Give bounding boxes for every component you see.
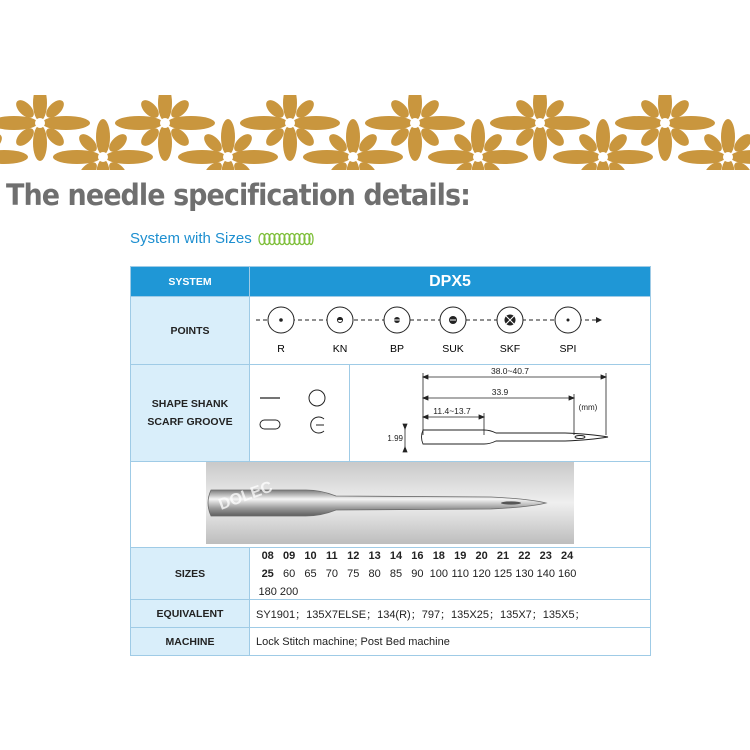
point-label: SUK bbox=[442, 343, 464, 355]
shank-groove-icons bbox=[250, 365, 350, 461]
sizes-row bbox=[131, 548, 651, 600]
point-label: SKF bbox=[499, 343, 521, 355]
equivalent-row bbox=[131, 600, 651, 628]
size-nm: 21 bbox=[496, 549, 510, 562]
needle-photo bbox=[131, 462, 650, 544]
size-metric: 90 bbox=[411, 567, 424, 580]
size-nm: 08 bbox=[261, 549, 274, 562]
machine-label: MACHINE bbox=[131, 628, 250, 656]
point-bp-icon bbox=[384, 307, 410, 333]
size-nm: 20 bbox=[475, 549, 488, 562]
sizes-cell bbox=[250, 548, 651, 600]
points-label: POINTS bbox=[131, 297, 250, 365]
size-nm: 14 bbox=[389, 549, 403, 562]
size-nm: 09 bbox=[282, 549, 296, 562]
sizes-grid bbox=[250, 550, 650, 598]
machine-value: Lock Stitch machine; Post Bed machine bbox=[250, 628, 651, 656]
point-label: SPI bbox=[559, 343, 577, 355]
equivalent-value: SY1901；135X7ELSE；134(R)；797；135X25；135X7；135X5； bbox=[250, 600, 651, 628]
shape-label-line2: SCARF GROOVE bbox=[147, 416, 233, 428]
point-spi-icon bbox=[555, 307, 581, 333]
size-metric: 125 bbox=[493, 567, 513, 580]
point-r-icon bbox=[268, 307, 294, 333]
dim-shank: 11.4~13.7 bbox=[433, 406, 471, 416]
point-label: KN bbox=[332, 343, 348, 355]
size-nm: 22 bbox=[518, 549, 531, 562]
size-metric: 85 bbox=[389, 567, 403, 580]
dim-diameter: 1.99 bbox=[387, 434, 403, 443]
equivalent-label: EQUIVALENT bbox=[131, 600, 250, 628]
size-metric: 75 bbox=[347, 567, 360, 580]
size-metric: 100 bbox=[429, 567, 448, 580]
point-kn-icon bbox=[327, 307, 353, 333]
coil-icon bbox=[258, 232, 314, 246]
size-nm: 24 bbox=[561, 549, 574, 562]
size-nm: 12 bbox=[347, 549, 360, 562]
point-suk-icon bbox=[440, 307, 466, 333]
photo-watermark: DOLEC bbox=[216, 478, 275, 514]
size-nm: 23 bbox=[539, 549, 552, 562]
size-nm: 13 bbox=[368, 549, 381, 562]
dim-length: 33.9 bbox=[491, 387, 509, 397]
table-header-row bbox=[131, 267, 651, 297]
section-subtitle bbox=[130, 230, 314, 247]
machine-row bbox=[131, 628, 651, 656]
points-diagram-cell bbox=[250, 297, 651, 365]
shape-row bbox=[131, 365, 651, 462]
sizes-label: SIZES bbox=[131, 548, 250, 600]
points-row bbox=[131, 297, 651, 365]
point-label: BP bbox=[389, 343, 405, 355]
size-metric: 60 bbox=[282, 567, 296, 580]
size-nm: 19 bbox=[454, 549, 467, 562]
points-diagram bbox=[250, 297, 650, 361]
size-nm: 11 bbox=[326, 549, 338, 562]
needle-photo-cell bbox=[131, 462, 651, 548]
size-nm: 18 bbox=[432, 549, 445, 562]
scarf-icon bbox=[260, 420, 280, 429]
size-metric: 130 bbox=[515, 567, 534, 580]
round-shank-icon bbox=[309, 390, 325, 406]
size-metric: 140 bbox=[536, 567, 555, 580]
subtitle-text: System with Sizes bbox=[130, 230, 252, 247]
size-metric: 160 bbox=[557, 567, 577, 580]
needle-eye bbox=[501, 501, 521, 504]
point-skf-icon bbox=[497, 307, 523, 333]
system-header: SYSTEM bbox=[131, 267, 250, 297]
size-metric: 110 bbox=[451, 567, 469, 580]
shape-label bbox=[131, 365, 250, 462]
size-nm: 10 bbox=[304, 549, 317, 562]
dim-overall: 38.0~40.7 bbox=[490, 366, 530, 376]
needle-spec-table bbox=[130, 266, 651, 656]
size-nm: 16 bbox=[411, 549, 424, 562]
size-metric: 65 bbox=[304, 567, 317, 580]
photo-row bbox=[131, 462, 651, 548]
size-metric: 200 bbox=[279, 585, 299, 598]
decorative-banner bbox=[0, 95, 750, 170]
shape-cell bbox=[250, 365, 651, 462]
size-nm: 25 bbox=[261, 567, 274, 580]
size-metric: 120 bbox=[472, 567, 491, 580]
model-header: DPX5 bbox=[250, 267, 651, 297]
size-metric: 80 bbox=[368, 567, 381, 580]
point-label: R bbox=[277, 343, 285, 355]
shape-label-line1: SHAPE SHANK bbox=[151, 398, 229, 410]
size-metric: 180 bbox=[258, 585, 277, 598]
needle-dimension-drawing bbox=[350, 365, 650, 461]
size-metric: 70 bbox=[325, 567, 338, 580]
dim-unit: (mm) bbox=[578, 403, 598, 412]
page-title: The needle specification details: bbox=[6, 178, 470, 212]
